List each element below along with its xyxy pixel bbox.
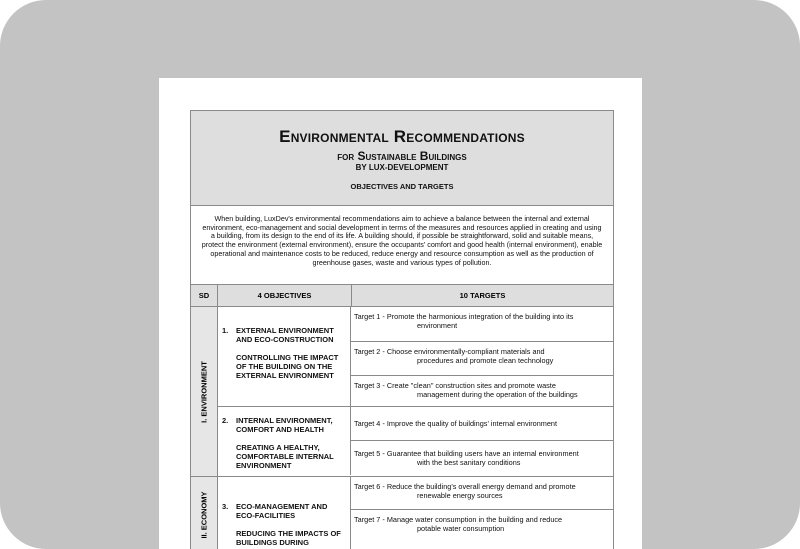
target-cell — [351, 510, 613, 549]
target-line: Target 6 - Reduce the building's overall energy demand and promote — [354, 482, 576, 491]
objective-cell — [218, 407, 351, 475]
target-cell — [351, 342, 613, 376]
section-heading: OBJECTIVES AND TARGETS — [350, 182, 454, 191]
target-line-cont: environment — [417, 320, 458, 330]
target-line: Target 2 - Choose environmentally-compliant materials and — [354, 347, 545, 356]
objective-number: 3. — [222, 502, 229, 511]
document-header — [191, 111, 613, 206]
target-line-cont: with the best sanitary conditions — [417, 457, 521, 467]
target-line: Target 1 - Promote the harmonious integration of the building into its — [354, 312, 574, 321]
target-line: Target 3 - Create "clean" construction sites and promote waste — [354, 381, 556, 390]
objective-number: 1. — [222, 326, 229, 335]
target-line: Target 4 - Improve the quality of buildings' internal environment — [354, 419, 557, 428]
document-byline: BY LUX-DEVELOPMENT — [355, 163, 449, 172]
sd-block-environment — [191, 307, 613, 477]
objective-cell — [218, 307, 351, 406]
objective-description: CREATING A HEALTHY, COMFORTABLE INTERNAL ENVIRONMENT — [236, 443, 334, 470]
sd-cell — [191, 307, 218, 476]
target-cell — [351, 441, 613, 475]
sd-block-economy — [191, 477, 613, 549]
recommendations-table — [190, 110, 614, 549]
document-title: Environmental Recommendations — [279, 127, 525, 146]
objective-cell — [218, 477, 351, 549]
document-page — [159, 78, 642, 549]
target-cell — [351, 407, 613, 441]
target-line: Target 7 - Manage water consumption in the building and reduce — [354, 515, 563, 524]
header-targets: 10 TARGETS — [459, 291, 506, 300]
target-line-cont: management during the operation of the buildings — [417, 389, 578, 399]
target-cell — [351, 376, 613, 406]
target-line-cont: procedures and promote clean technology — [417, 355, 554, 365]
sd-cell — [191, 477, 218, 549]
objective-row — [218, 407, 613, 475]
objective-title: INTERNAL ENVIRONMENT, COMFORT AND HEALTH — [236, 416, 333, 434]
target-line-cont: potable water consumption — [417, 523, 505, 533]
target-line: Target 5 - Guarantee that building users have an internal environment — [354, 449, 579, 458]
objective-description: CONTROLLING THE IMPACT OF THE BUILDING ON THE EXTERNAL ENVIRONMENT — [236, 353, 339, 380]
objective-description: REDUCING THE IMPACTS OF BUILDINGS DURING — [236, 529, 341, 547]
objective-number: 2. — [222, 416, 229, 425]
table-header-row — [191, 285, 613, 307]
sd-label: I. ENVIRONMENT — [199, 360, 209, 423]
document-subtitle: for Sustainable Buildings — [337, 149, 467, 163]
objective-title: ECO-MANAGEMENT AND ECO-FACILITIES — [236, 502, 328, 520]
sd-label: II. ECONOMY — [199, 491, 209, 539]
objective-row — [218, 307, 613, 407]
intro-paragraph: When building, LuxDev's environmental recommendations aim to achieve a balance between the internal and external environment, eco-management and social development in terms of the measures and resources applied in creating and using a building, from its design to the end of its life. A building should, if possible be straightforward, solid and suitable means, protect the environment (external environment), ensure the occupants' comfort and good health (internal environment), enable operational and maintenance costs to be reduced, reduce energy and resource consumption as well as the production of greenhouse gases, waste and various types of pollution. — [191, 206, 613, 285]
target-line-cont: renewable energy sources — [417, 490, 503, 500]
objective-title: EXTERNAL ENVIRONMENT AND ECO-CONSTRUCTION — [236, 326, 334, 344]
target-cell — [351, 477, 613, 510]
objective-row — [218, 477, 613, 549]
target-cell — [351, 307, 613, 342]
header-sd: SD — [191, 285, 218, 306]
header-objectives: 4 OBJECTIVES — [218, 285, 352, 306]
